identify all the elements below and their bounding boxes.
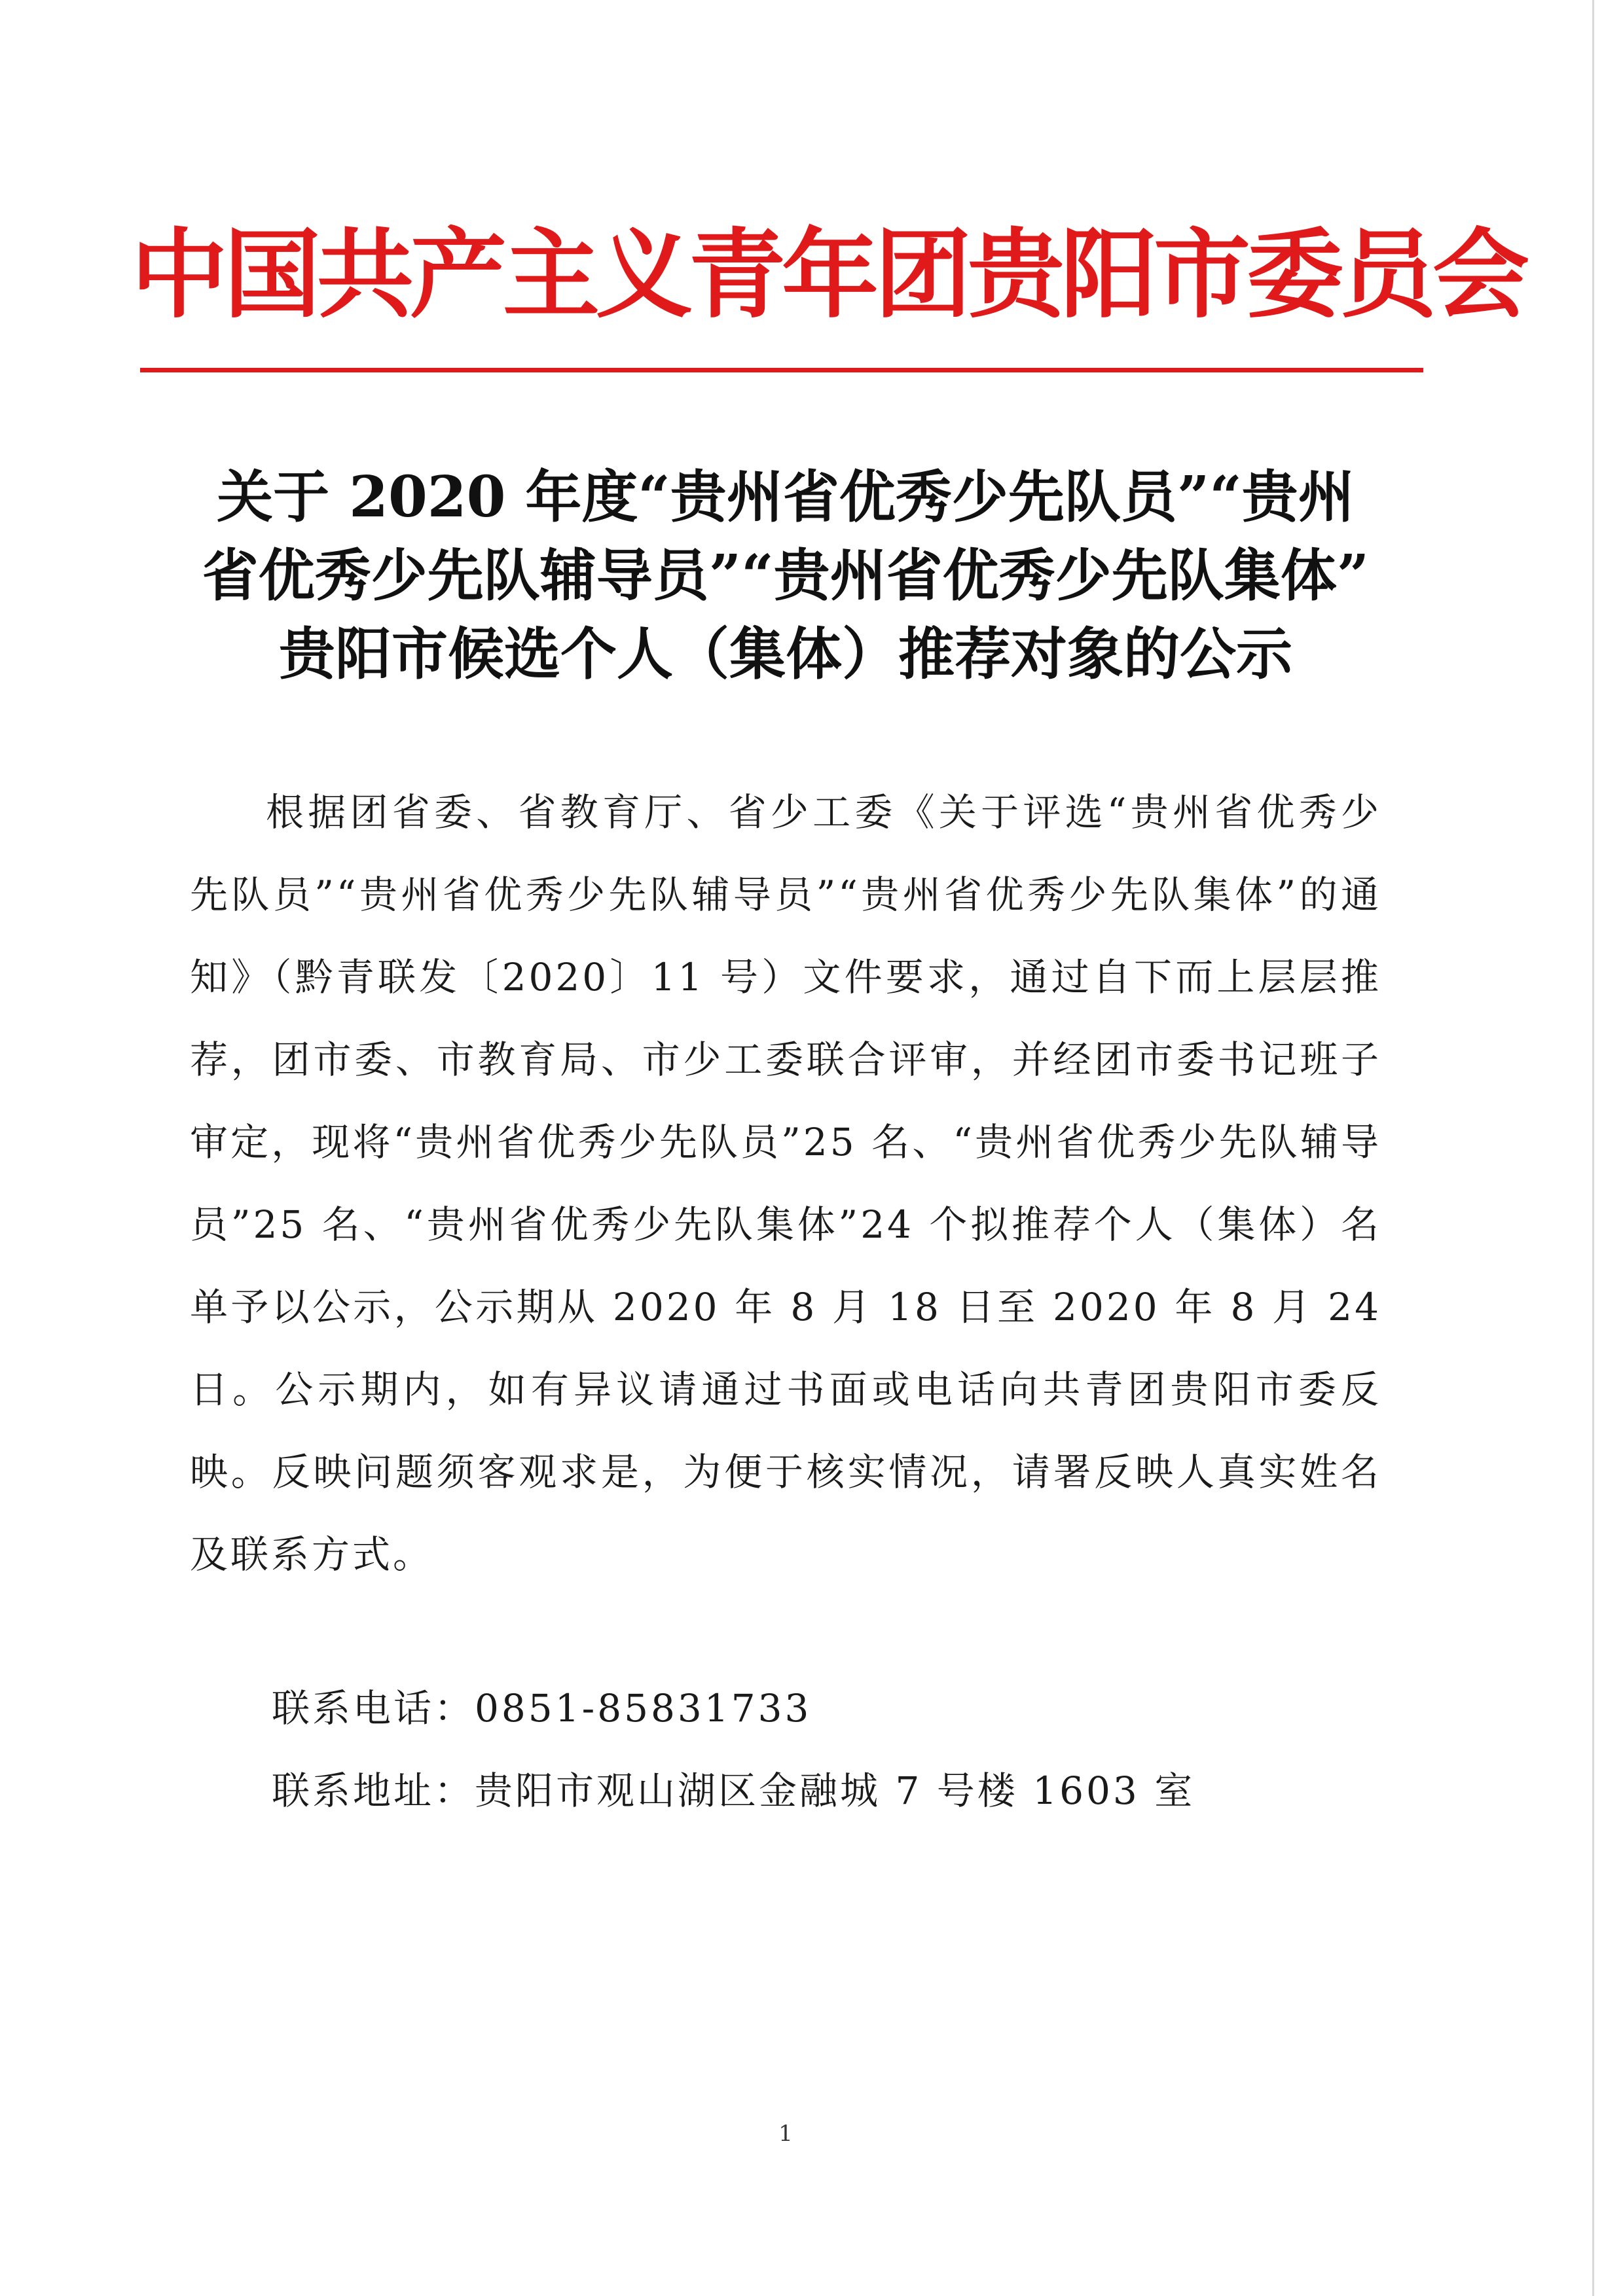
header-red-rule [140,368,1423,372]
organization-header: 中国共产主义青年团贵阳市委员会 [131,219,1525,331]
page-number: 1 [778,2121,793,2147]
notice-title-line-3: 贵阳市候选个人（集体）推荐对象的公示 [279,621,1292,687]
notice-title [170,458,1401,694]
page-edge-line [1592,0,1594,2296]
notice-title-line-2: 省优秀少先队辅导员”“贵州省优秀少先队集体” [202,543,1370,609]
contact-phone: 联系电话：0851-85831733 [272,1686,812,1731]
contact-address: 联系地址：贵阳市观山湖区金融城 7 号楼 1603 室 [272,1768,1195,1813]
notice-body-paragraph: 根据团省委、省教育厅、省少工委《关于评选“贵州省优秀少先队员”“贵州省优秀少先队辅导员”“贵州省优秀少先队集体”的通知》（黔青联发〔2020〕11 号）文件要求，通过自下而上层层推荐，团市委、市教育局、市少工委联合评审，并经团市委书记班子审定，现将“贵州省优秀少先队员”25 名、“贵州省优秀少先队辅导员”25 名、“贵州省优秀少先队集体”24 个拟推荐个人（集体）名单予以公示，公示期从 2020 年 8 月 18 日至 2020 年 8 月 24 日。公示期内，如有异议请通过书面或电话向共青团贵阳市委反映。反映问题须客观求是，为便于核实情况，请署反映人真实姓名及联系方式。 [190,790,1381,1577]
notice-title-line-1: 关于 2020 年度“贵州省优秀少先队员”“贵州 [217,464,1355,530]
